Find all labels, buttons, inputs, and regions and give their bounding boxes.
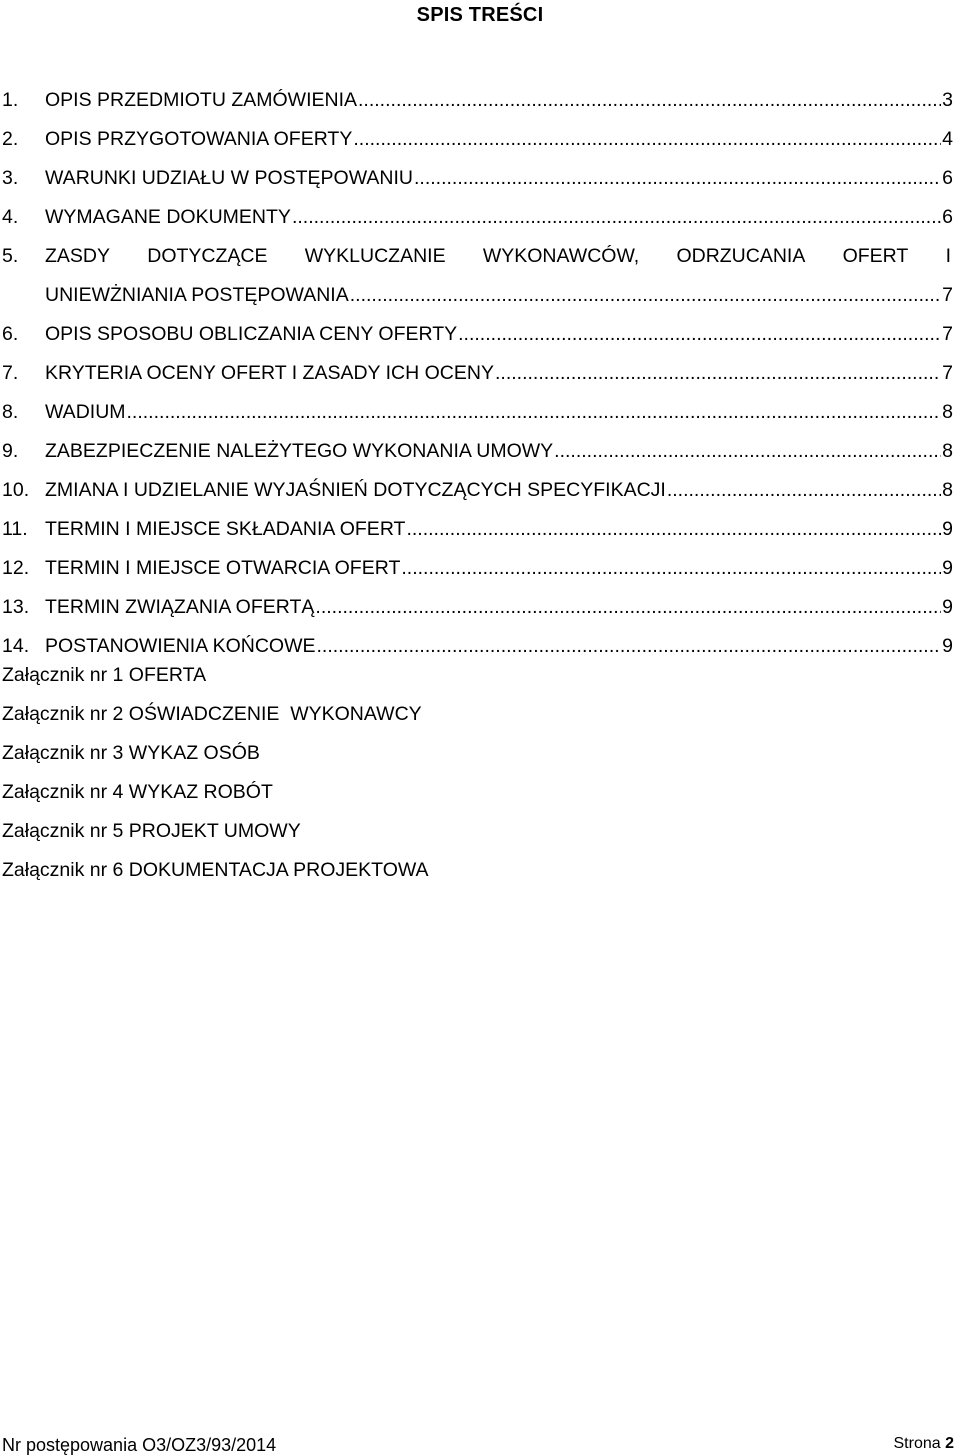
toc-entry[interactable]: [0, 350, 953, 389]
dot-leader: [401, 553, 941, 584]
toc-entry-page: 4: [942, 128, 953, 150]
title-word: WYKLUCZANIE: [304, 245, 446, 267]
toc-entry-number: 8.: [2, 401, 19, 423]
toc-entry-number: 3.: [2, 167, 19, 189]
toc-entry-number: 4.: [2, 206, 19, 228]
attachment-item[interactable]: Załącznik nr 5 PROJEKT UMOWY: [2, 820, 301, 842]
attachment-item[interactable]: Załącznik nr 6 DOKUMENTACJA PROJEKTOWA: [2, 859, 429, 881]
toc-entry-number: 14.: [2, 635, 30, 657]
dot-leader: [353, 124, 941, 155]
toc-entry-number: 7.: [2, 362, 19, 384]
attachment-item[interactable]: Załącznik nr 3 WYKAZ OSÓB: [2, 742, 260, 764]
toc-entry-title: WARUNKI UDZIAŁU W POSTĘPOWANIU: [45, 167, 413, 189]
dot-leader: [350, 280, 941, 311]
toc-entry-number: 9.: [2, 440, 19, 462]
toc-entry[interactable]: [0, 77, 953, 116]
dot-leader: [667, 475, 941, 506]
toc-entry[interactable]: [0, 194, 953, 233]
toc-entry[interactable]: [0, 389, 953, 428]
toc-entry-page: 8: [942, 401, 953, 423]
toc-entry-page: 9: [942, 557, 953, 579]
title-word: I: [945, 245, 951, 267]
toc-entry-page: 7: [942, 323, 953, 345]
toc-entry-title: TERMIN I MIEJSCE OTWARCIA OFERT: [45, 557, 401, 579]
attachment-item[interactable]: Załącznik nr 4 WYKAZ ROBÓT: [2, 781, 273, 803]
title-word: ODRZUCANIA: [676, 245, 806, 267]
dot-leader: [406, 514, 941, 545]
dot-leader: [127, 397, 942, 428]
dot-leader: [414, 163, 941, 194]
toc-entry[interactable]: [0, 116, 953, 155]
toc-entry-page: 9: [942, 635, 953, 657]
toc-entry-number: 2.: [2, 128, 19, 150]
toc-entry-page: 8: [942, 440, 953, 462]
dot-leader: [495, 358, 941, 389]
dot-leader: [292, 202, 941, 233]
toc-entry-title: POSTANOWIENIA KOŃCOWE: [45, 635, 316, 657]
title-word: OFERT: [842, 245, 909, 267]
toc-entry-number: 12.: [2, 557, 30, 579]
toc-entry-title: ZMIANA I UDZIELANIE WYJAŚNIEŃ DOTYCZĄCYCH SPECYFIKACJI: [45, 479, 666, 501]
toc-entry-number: 5.: [2, 245, 19, 267]
toc-entry-title: OPIS SPOSOBU OBLICZANIA CENY OFERTY: [45, 323, 458, 345]
toc-entry-page: 6: [942, 206, 953, 228]
toc-entry[interactable]: [0, 584, 953, 623]
toc-entry-title: TERMIN I MIEJSCE SKŁADANIA OFERT: [45, 518, 406, 540]
toc-entry-title-line1: [45, 241, 951, 272]
toc-entry[interactable]: [0, 623, 953, 662]
attachment-list: [0, 660, 953, 894]
toc-entry[interactable]: [0, 467, 953, 506]
toc-entry-page: 9: [942, 596, 953, 618]
toc-entry[interactable]: [0, 233, 953, 272]
page-title: SPIS TREŚCI: [416, 4, 544, 26]
toc-entry-page: 8: [942, 479, 953, 501]
toc-entry[interactable]: [0, 545, 953, 584]
dot-leader: [554, 436, 941, 467]
toc-entry[interactable]: [0, 155, 953, 194]
table-of-contents: [0, 77, 953, 662]
toc-entry[interactable]: [0, 506, 953, 545]
toc-entry-title: KRYTERIA OCENY OFERT I ZASADY ICH OCENY: [45, 362, 494, 384]
toc-entry-number: 13.: [2, 596, 30, 618]
toc-entry-title: OPIS PRZYGOTOWANIA OFERTY: [45, 128, 353, 150]
procedure-reference: Nr postępowania O3/OZ3/93/2014: [2, 1435, 277, 1455]
page-label: Strona: [893, 1435, 941, 1452]
page-footer: [0, 1428, 960, 1456]
dot-leader: [358, 85, 941, 116]
attachment-item[interactable]: Załącznik nr 1 OFERTA: [2, 664, 207, 686]
toc-entry-page: 9: [942, 518, 953, 540]
page-number: 2: [945, 1435, 954, 1452]
toc-entry-continuation[interactable]: [0, 272, 953, 311]
attachment-item[interactable]: Załącznik nr 2 OŚWIADCZENIE WYKONAWCY: [2, 703, 422, 725]
toc-entry-page: 3: [942, 89, 953, 111]
toc-entry-number: 10.: [2, 479, 30, 501]
toc-entry-title: ZABEZPIECZENIE NALEŻYTEGO WYKONANIA UMOWY: [45, 440, 554, 462]
toc-entry-title-line2: UNIEWŻNIANIA POSTĘPOWANIA: [45, 284, 349, 306]
toc-entry-page: 7: [942, 284, 953, 306]
toc-entry-title: OPIS PRZEDMIOTU ZAMÓWIENIA: [45, 89, 358, 111]
toc-entry-page: 6: [942, 167, 953, 189]
toc-entry-number: 1.: [2, 89, 19, 111]
toc-entry[interactable]: [0, 311, 953, 350]
toc-entry-title: TERMIN ZWIĄZANIA OFERTĄ: [45, 596, 315, 618]
title-word: DOTYCZĄCE: [147, 245, 268, 267]
title-word: WYKONAWCÓW,: [482, 245, 640, 267]
toc-entry[interactable]: [0, 428, 953, 467]
dot-leader: [458, 319, 941, 350]
toc-entry-title: WADIUM: [45, 401, 126, 423]
toc-entry-number: 6.: [2, 323, 19, 345]
toc-entry-title: WYMAGANE DOKUMENTY: [45, 206, 291, 228]
toc-entry-page: 7: [942, 362, 953, 384]
toc-entry-number: 11.: [2, 518, 28, 540]
title-word: ZASDY: [45, 245, 111, 267]
dot-leader: [317, 631, 942, 662]
page-number-label: [894, 1434, 955, 1454]
dot-leader: [315, 592, 941, 623]
